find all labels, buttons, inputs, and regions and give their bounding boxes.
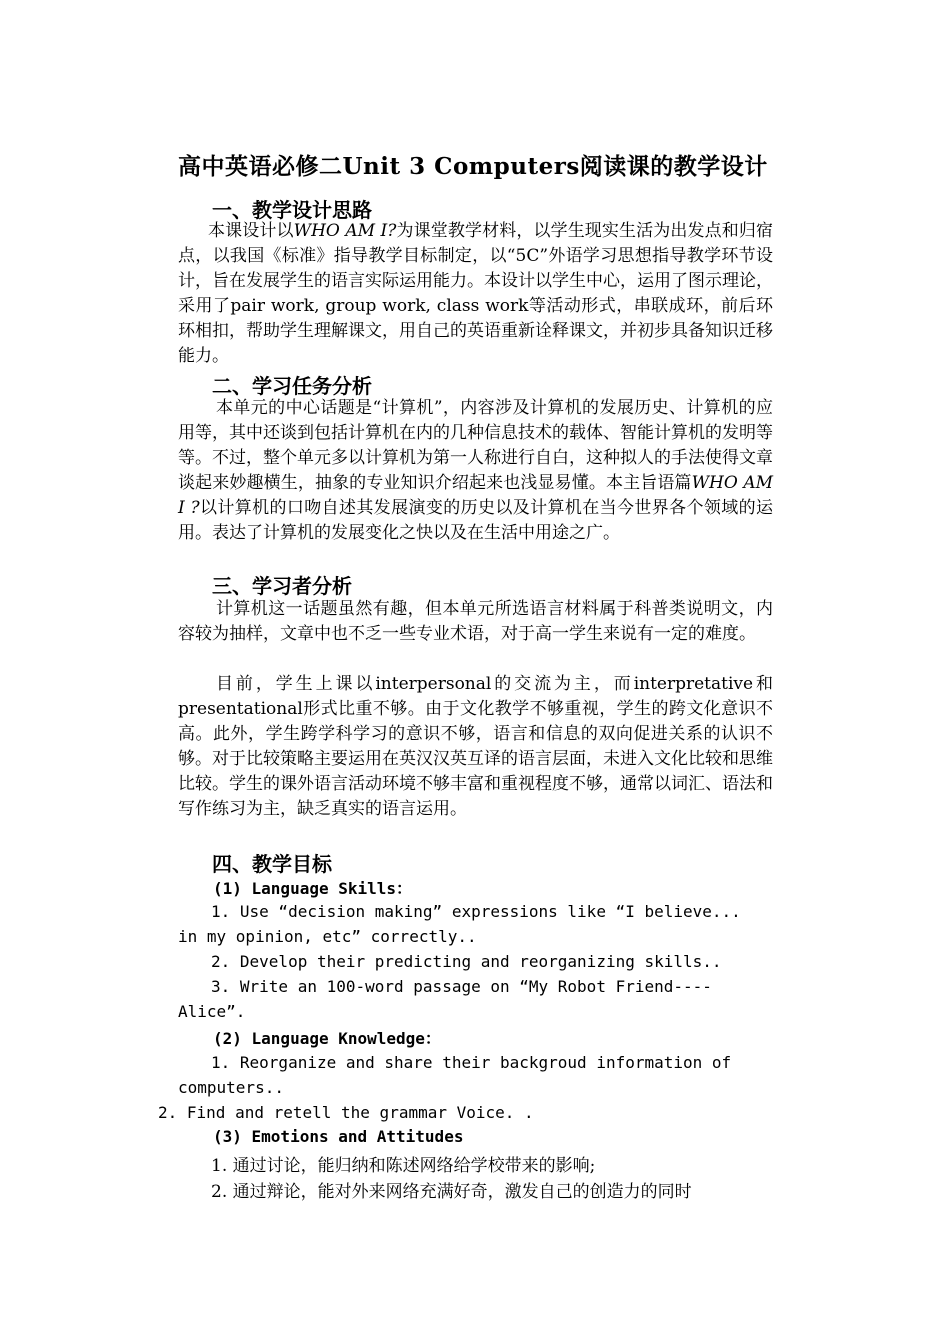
skill-item-3-line-2: Alice”. bbox=[178, 1002, 246, 1021]
section-3-paragraph-1: 计算机这一话题虽然有趣，但本单元所选语言材料属于科普类说明文，内容较为抽样，文章中也不乏一些专业术语，对于高一学生来说有一定的难度。 bbox=[178, 599, 773, 644]
skill-item-2: 2. Develop their predicting and reorganizing skills.. bbox=[211, 952, 722, 971]
subheading-emotions-attitudes: (3) Emotions and Attitudes bbox=[213, 1127, 464, 1146]
page-title: 高中英语必修二Unit 3 Computers阅读课的教学设计 bbox=[178, 153, 768, 180]
knowledge-item-1-line-2: computers.. bbox=[178, 1078, 284, 1097]
section-1-paragraph bbox=[178, 219, 773, 369]
section-3-paragraph-2: 目前，学生上课以interpersonal的交流为主，而interpretative和presentational形式比重不够。由于文化教学不够重视，学生的跨文化意识不高。此外，学生跨学科学习的意识不够，语言和信息的双向促进关系的认识不够。对于比较策略主要运用在英汉汉英互译的语言层面，未进入文化比较和思维比较。学生的课外语言活动环境不够丰富和重视程度不够，通常以词汇、语法和写作练习为主，缺乏真实的语言运用。 bbox=[178, 674, 773, 819]
section-heading-2: 二、学习任务分析 bbox=[212, 374, 372, 398]
s1-italic-title: WHO AM I? bbox=[293, 221, 397, 241]
section-heading-3: 三、学习者分析 bbox=[212, 574, 352, 598]
s2-text-a: 本单元的中心话题是“计算机”，内容涉及计算机的发展历史、计算机的应用等，其中还谈到包括计算机在内的几种信息技术的载体、智能计算机的发明等等。不过，整个单元多以计算机为第一人称进行自白，这种拟人的手法使得文章谈起来妙趣横生，抽象的专业知识介绍起来也浅显易懂。本主旨语篇 bbox=[178, 398, 773, 493]
s1-text-a: 本课设计以 bbox=[208, 221, 294, 241]
skill-item-1-line-2: in my opinion, etc” correctly.. bbox=[178, 927, 477, 946]
section-heading-1: 一、教学设计思路 bbox=[212, 198, 372, 222]
skill-item-1-line-1: 1. Use “decision making” expressions like “I believe... bbox=[211, 902, 741, 921]
knowledge-item-1-line-1: 1. Reorganize and share their backgroud information of bbox=[211, 1053, 732, 1072]
section-heading-4: 四、教学目标 bbox=[212, 852, 332, 876]
s2-italic-title: WHO AM I ? bbox=[178, 473, 774, 518]
s1-text-b: 为课堂教学材料，以学生现实生活为出发点和归宿点，以我国《标准》指导教学目标制定，以“5C”外语学习思想指导教学环节设计，旨在发展学生的语言实际运用能力。本设计以学生中心，运用了图示理论，采用了pair work, group work, class work等活动形式，串联成环，前后环环相扣，帮助学生理解课文，用自己的英语重新诠释课文，并初步具备知识迁移能力。 bbox=[178, 221, 773, 366]
emotion-item-2: 2. 通过辩论，能对外来网络充满好奇，激发自己的创造力的同时 bbox=[211, 1182, 692, 1202]
emotion-item-1: 1. 通过讨论，能归纳和陈述网络给学校带来的影响; bbox=[211, 1156, 596, 1176]
subheading-language-knowledge: (2) Language Knowledge： bbox=[213, 1029, 441, 1048]
section-2-paragraph bbox=[178, 396, 773, 546]
knowledge-item-2: 2. Find and retell the grammar Voice. . bbox=[158, 1103, 534, 1122]
skill-item-3-line-1: 3. Write an 100-word passage on “My Robot Friend---- bbox=[211, 977, 712, 996]
s2-text-b: 以计算机的口吻自述其发展演变的历史以及计算机在当今世界各个领域的运用。表达了计算机的发展变化之快以及在生活中用途之广。 bbox=[178, 498, 773, 543]
subheading-language-skills: (1) Language Skills： bbox=[213, 879, 413, 898]
